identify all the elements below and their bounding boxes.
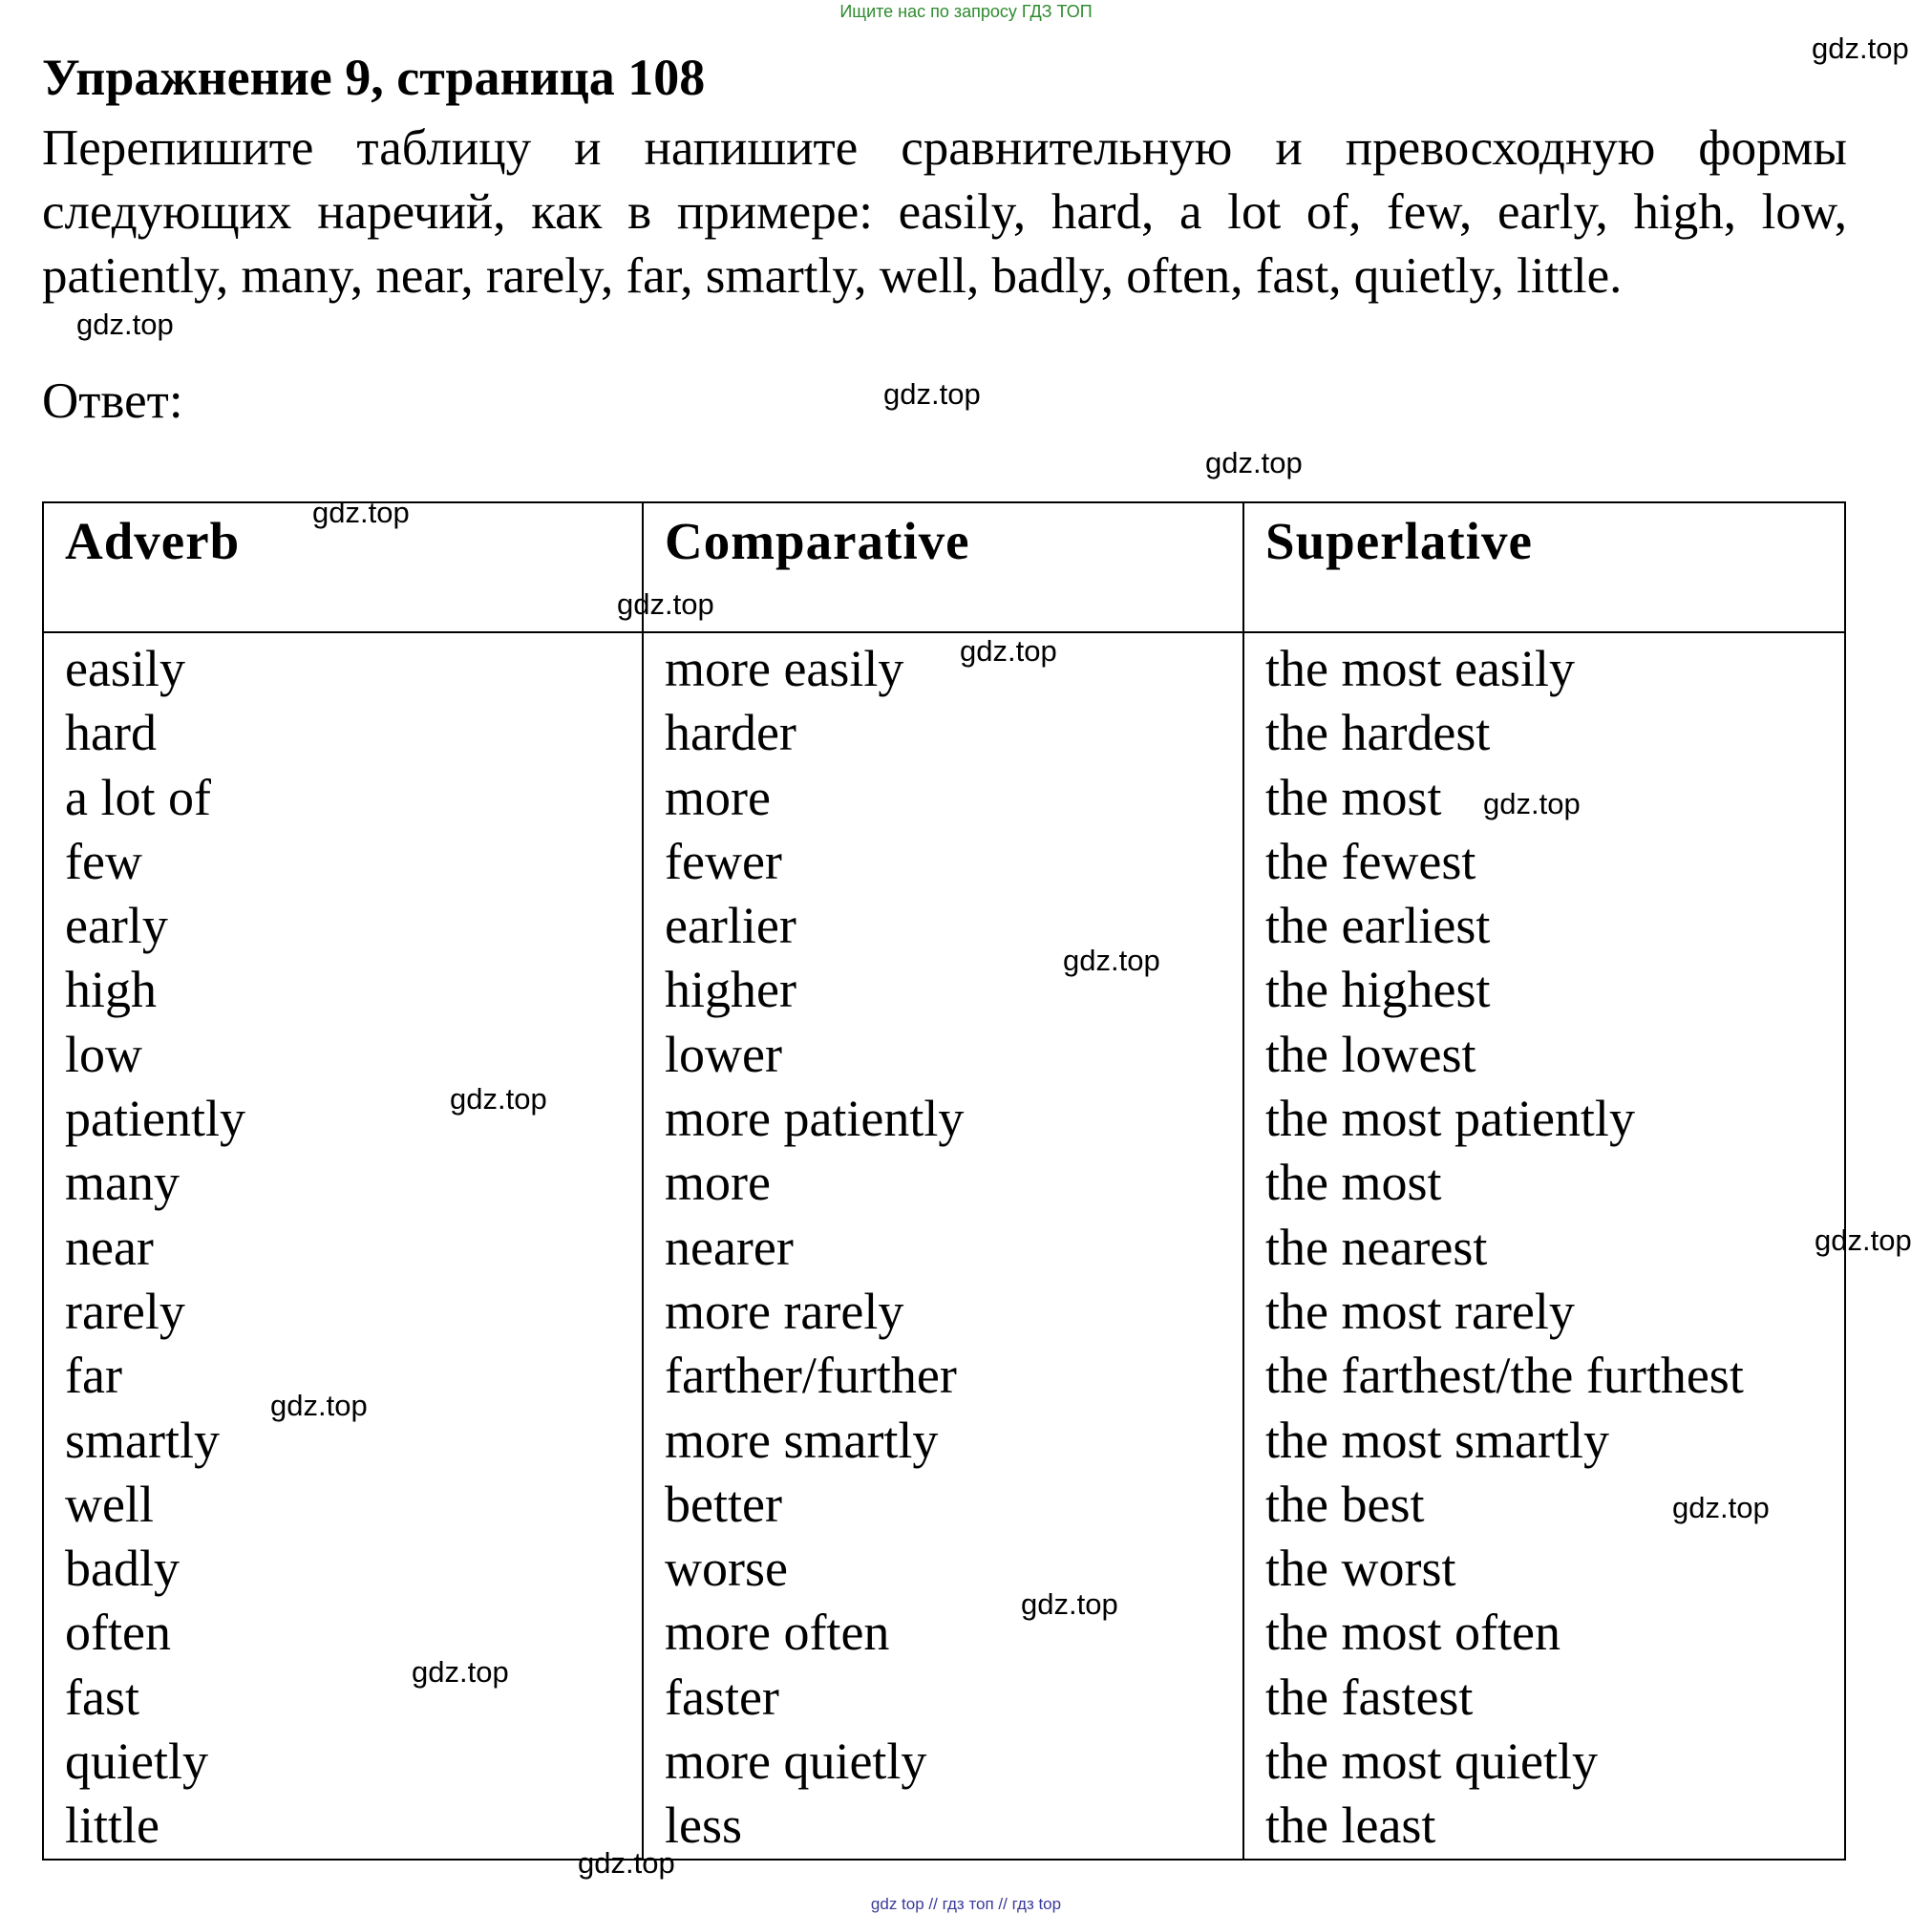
table-cell-item: easily (65, 640, 185, 697)
watermark: gdz.top (1672, 1491, 1770, 1524)
table-cell-item: rarely (65, 1282, 185, 1340)
watermark: gdz.top (960, 634, 1057, 668)
header-adverb: Adverb (43, 502, 643, 632)
table-cell-item: high (65, 961, 158, 1019)
table-cell-item: far (65, 1347, 122, 1405)
comparative-column (643, 632, 1243, 1860)
top-banner: Ищите нас по запросу ГДЗ ТОП (839, 2, 1093, 21)
watermark: gdz.top (1063, 944, 1160, 977)
watermark: gdz.top (1815, 1223, 1912, 1257)
watermark: gdz.top (312, 496, 410, 529)
table-cell-item: the lowest (1265, 1025, 1476, 1083)
table-cell-item: near (65, 1218, 154, 1276)
table-cell-item: more (665, 768, 771, 826)
table-cell-item: a lot of (65, 768, 211, 826)
header-superlative: Superlative (1243, 502, 1845, 632)
table-cell-item: the earliest (1265, 897, 1491, 955)
table-cell-item: little (65, 1797, 159, 1855)
table-cell-item: many (65, 1154, 180, 1212)
exercise-title: Упражнение 9, страница 108 (42, 49, 706, 106)
watermark: gdz.top (1812, 32, 1909, 65)
watermark: gdz.top (617, 587, 714, 621)
table-cell-item: the most rarely (1265, 1282, 1575, 1340)
table-cell-item: better (665, 1475, 782, 1533)
table-cell-item: harder (665, 704, 796, 762)
table-cell-item: higher (665, 961, 796, 1019)
watermark: gdz.top (578, 1846, 675, 1880)
table-cell-item: farther/further (665, 1347, 957, 1405)
table-cell-item: the nearest (1265, 1218, 1488, 1276)
table-cell-item: hard (65, 704, 157, 762)
table-cell-item: the fewest (1265, 832, 1476, 890)
table-cell-item: more quietly (665, 1733, 927, 1791)
table-cell-item: faster (665, 1668, 779, 1726)
table-cell-item: the most smartly (1265, 1411, 1609, 1469)
table-cell-item: earlier (665, 897, 796, 955)
table-cell-item: fast (65, 1668, 139, 1726)
watermark: gdz.top (1021, 1587, 1118, 1621)
table-cell-item: low (65, 1025, 142, 1083)
table-cell-item: the best (1265, 1475, 1425, 1533)
table-cell-item: the most easily (1265, 640, 1575, 697)
table-cell-item: worse (665, 1540, 788, 1598)
table-cell-item: the worst (1265, 1540, 1456, 1598)
table-cell-item: nearer (665, 1218, 794, 1276)
header-comparative: Comparative (643, 502, 1243, 632)
watermark: gdz.top (1483, 787, 1581, 820)
table-cell-item: the most (1265, 768, 1442, 826)
table-cell-item: the most (1265, 1154, 1442, 1212)
table-cell-item: the fastest (1265, 1668, 1474, 1726)
table-cell-item: more rarely (665, 1282, 904, 1340)
exercise-instructions: Перепишите таблицу и напишите сравнительную и превосходную формы следующих наречий, как в примере: easily, hard, a lot of, few, early, high, low, patiently, many, near, rarely, far, smartly, well, badly, often, fast, quietly, little. (42, 120, 1847, 304)
table-cell-item: few (65, 832, 142, 890)
table-cell-item: the least (1265, 1797, 1436, 1855)
table-cell-item: lower (665, 1025, 782, 1083)
table-cell-item: more easily (665, 640, 904, 697)
table-cell-item: well (65, 1475, 154, 1533)
table-cell-item: the most quietly (1265, 1733, 1598, 1791)
table-cell-item: the most patiently (1265, 1090, 1635, 1148)
table-cell-item: smartly (65, 1411, 220, 1469)
table-cell-item: early (65, 897, 168, 955)
table-cell-item: more smartly (665, 1411, 939, 1469)
table-cell-item: more (665, 1154, 771, 1212)
table-cell-item: the highest (1265, 961, 1491, 1019)
watermark: gdz.top (1205, 446, 1303, 479)
table-cell-item: the farthest/the furthest (1265, 1347, 1744, 1405)
table-cell-item: more often (665, 1604, 890, 1662)
watermark: gdz.top (450, 1082, 547, 1116)
watermark: gdz.top (270, 1389, 368, 1422)
watermark: gdz.top (883, 377, 981, 411)
table-cell-item: badly (65, 1540, 180, 1598)
table-cell-item: patiently (65, 1090, 245, 1148)
table-cell-item: the most often (1265, 1604, 1560, 1662)
watermark: gdz.top (76, 308, 174, 341)
table-cell-item: the hardest (1265, 704, 1491, 762)
table-cell-item: quietly (65, 1733, 208, 1791)
table-cell-item: less (665, 1797, 742, 1855)
watermark: gdz.top (412, 1655, 509, 1689)
table-cell-item: fewer (665, 832, 782, 890)
answer-label: Ответ: (42, 373, 183, 429)
adverb-column (43, 632, 643, 1860)
footer-note: gdz top // гдз топ // гдз top (870, 1895, 1062, 1913)
answer-table (42, 501, 1846, 1861)
table-cell-item: more patiently (665, 1090, 965, 1148)
table-cell-item: often (65, 1604, 171, 1662)
